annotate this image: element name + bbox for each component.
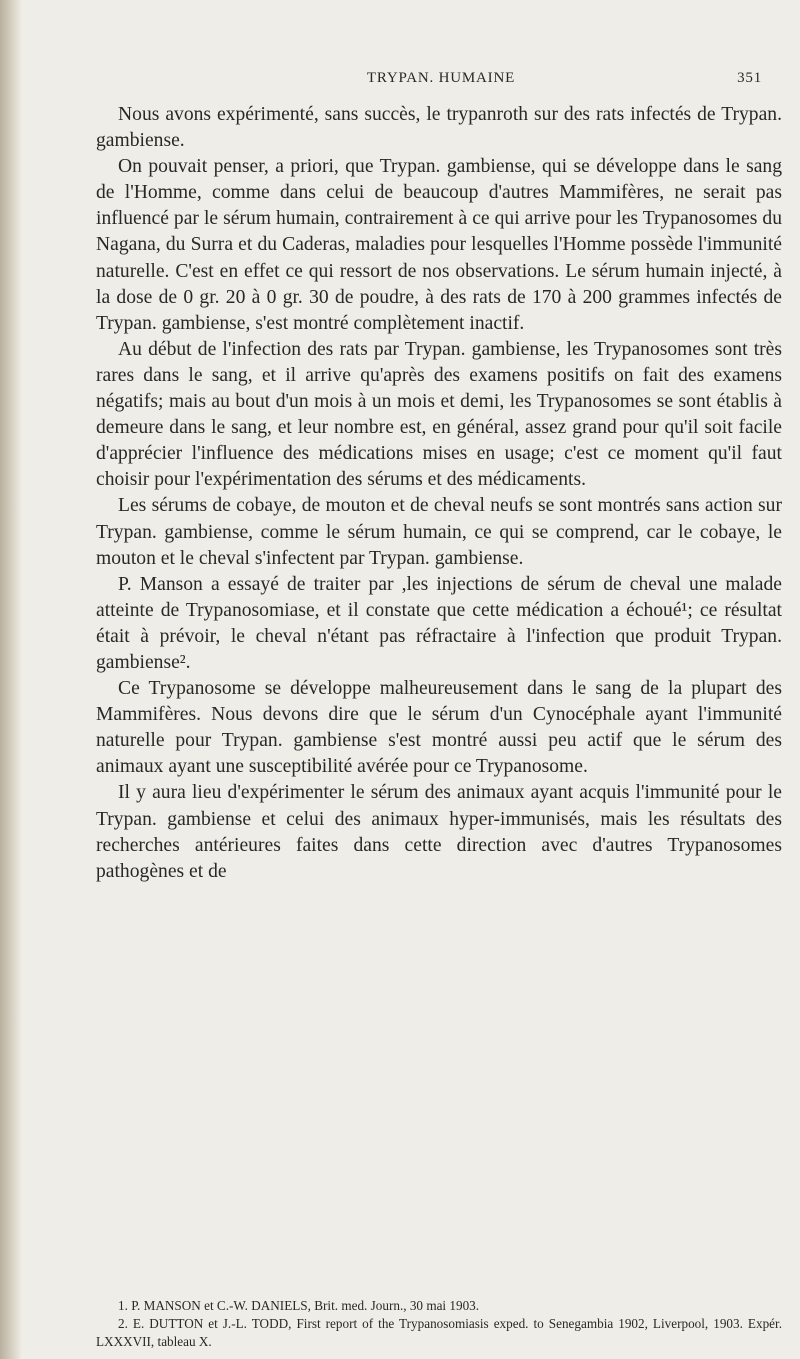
footnotes xyxy=(96,1297,782,1351)
paragraph: Ce Trypanosome se développe malheureusement dans le sang de la plupart des Mammifères. Nous devons dire que le sérum d'un Cynocéphale ayant l'immunité naturelle pour Trypan. gambiense s'est montré aussi peu actif que le sérum des animaux ayant une susceptibilité avérée pour ce Trypanosome. xyxy=(96,678,782,778)
page-header xyxy=(120,70,762,92)
book-spine-shadow xyxy=(0,0,22,1359)
footnote: 2. E. DUTTON et J.-L. TODD, First report of the Trypanosomiasis exped. to Senegambia 1902, Liverpool, 1903. Expér. LXXXVII, tableau X. xyxy=(96,1316,782,1349)
body-text xyxy=(96,102,782,885)
page-number: 351 xyxy=(737,70,762,86)
paragraph: On pouvait penser, a priori, que Trypan. gambiense, qui se développe dans le sang de l'Homme, comme dans celui de beaucoup d'autres Mammifères, ne serait pas influencé par le sérum humain, contrairement à ce qui arrive pour les Trypanosomes du Nagana, du Surra et du Caderas, maladies pour lesquelles l'Homme possède l'immunité naturelle. C'est en effet ce qui ressort de nos observations. Le sérum humain injecté, à la dose de 0 gr. 20 à 0 gr. 30 de poudre, à des rats de 170 à 200 grammes infectés de Trypan. gambiense, s'est montré complètement inactif. xyxy=(96,156,782,334)
paragraph: Les sérums de cobaye, de mouton et de cheval neufs se sont montrés sans action sur Trypan. gambiense, comme le sérum humain, ce qui se comprend, car le cobaye, le mouton et le cheval s'infectent par Trypan. gambiense. xyxy=(96,495,782,569)
paragraph: P. Manson a essayé de traiter par ,les injections de sérum de cheval une malade atteinte de Trypanosomiase, et il constate que cette médication a échoué¹; ce résultat était à prévoir, le cheval n'étant pas réfractaire à l'infection que produit Trypan. gambiense². xyxy=(96,573,782,673)
footnote: 1. P. MANSON et C.-W. DANIELS, Brit. med. Journ., 30 mai 1903. xyxy=(118,1298,480,1313)
running-title: TRYPAN. HUMAINE xyxy=(366,70,516,86)
paragraph: Nous avons expérimenté, sans succès, le trypanroth sur des rats infectés de Trypan. gambiense. xyxy=(96,104,782,152)
paragraph: Au début de l'infection des rats par Trypan. gambiense, les Trypanosomes sont très rares dans le sang, et il arrive qu'après des examens positifs on fait des examens négatifs; mais au bout d'un mois à un mois et demi, les Trypanosomes se sont établis à demeure dans le sang, et leur nombre est, en général, assez grand pour qu'il soit facile d'apprécier l'influence des médications mises en usage; c'est ce moment qu'il faut choisir pour l'expérimentation des sérums et des médicaments. xyxy=(96,338,782,491)
paragraph: Il y aura lieu d'expérimenter le sérum des animaux ayant acquis l'immunité pour le Trypan. gambiense et celui des animaux hyper-immunisés, mais les résultats des recherches antérieures faites dans cette direction avec d'autres Trypanosomes pathogènes et de xyxy=(96,782,782,882)
